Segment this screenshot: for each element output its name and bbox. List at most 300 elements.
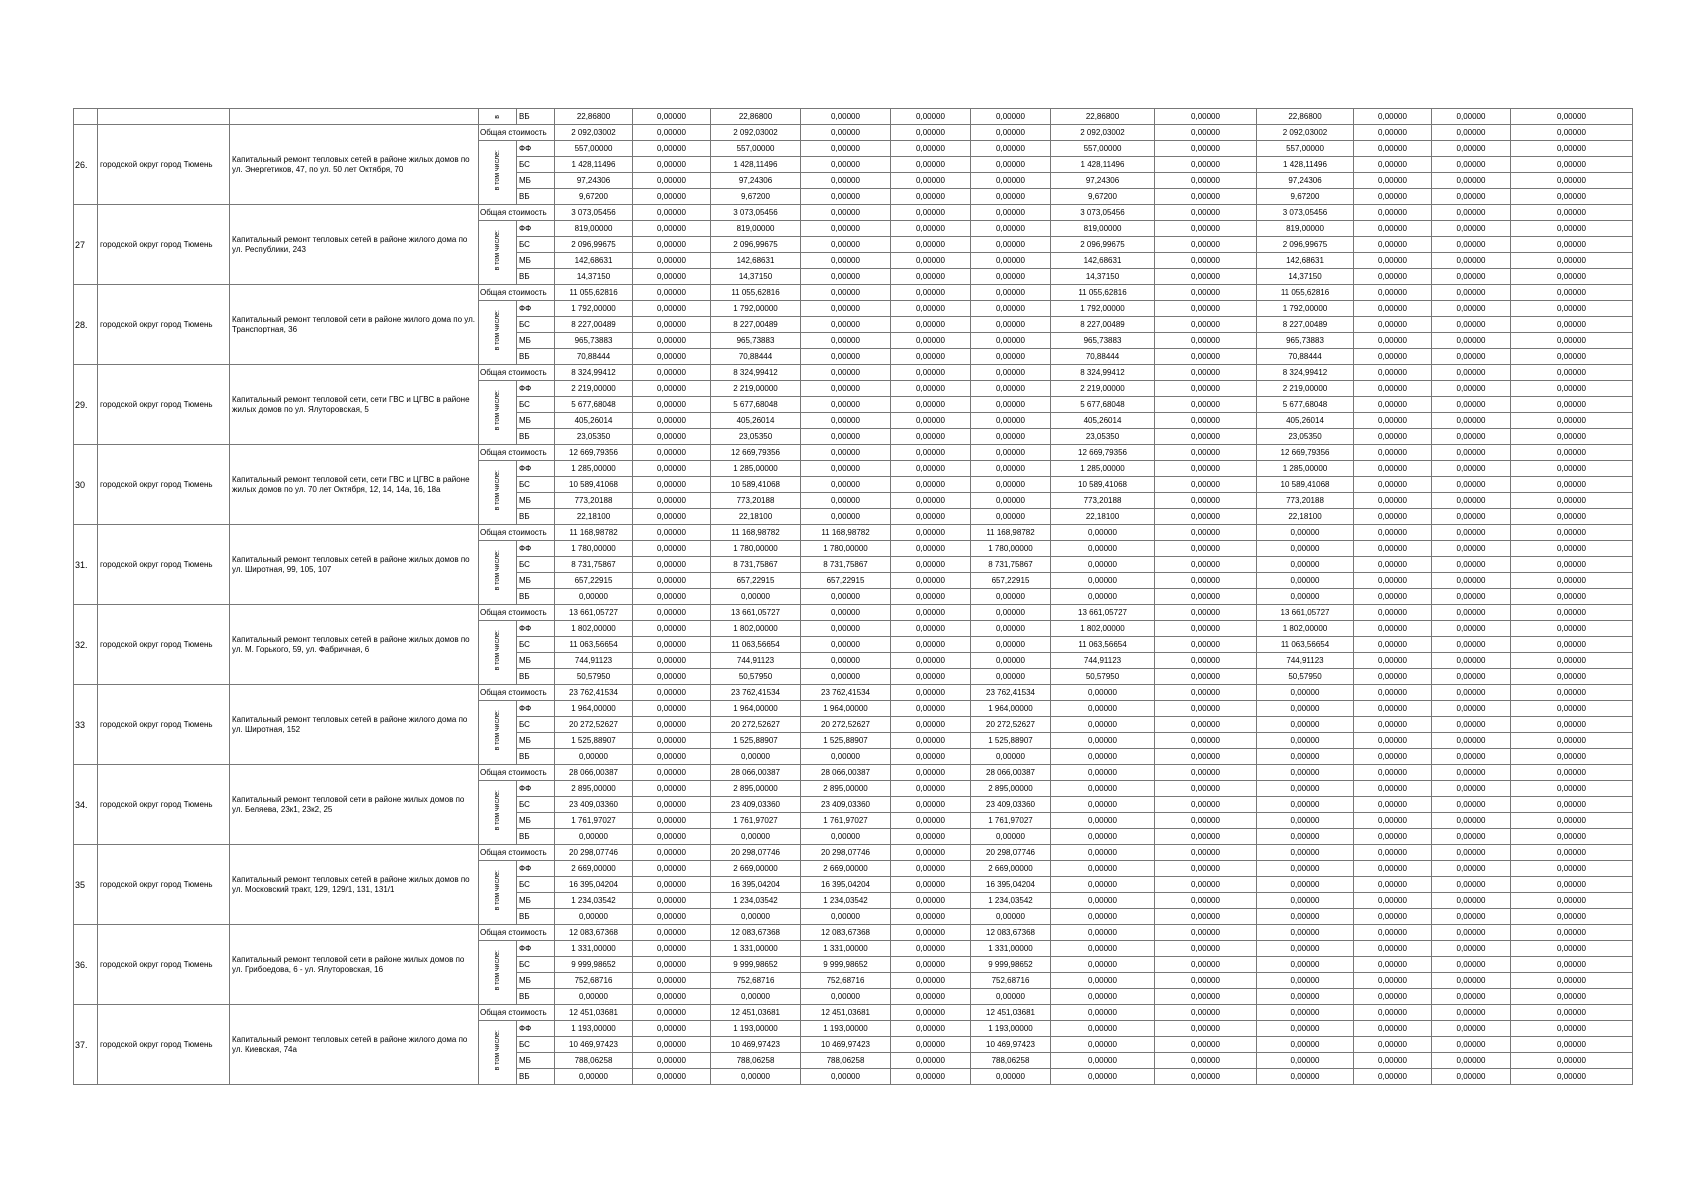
value-cell: 0,00000 bbox=[633, 189, 711, 205]
value-cell: 1 802,00000 bbox=[711, 621, 801, 637]
value-cell: 1 234,03542 bbox=[801, 893, 891, 909]
value-cell: 0,00000 bbox=[1051, 797, 1155, 813]
value-cell: 0,00000 bbox=[971, 221, 1051, 237]
value-cell: 0,00000 bbox=[1257, 589, 1354, 605]
value-cell: 405,26014 bbox=[1257, 413, 1354, 429]
table-row bbox=[74, 685, 1633, 701]
value-cell: 0,00000 bbox=[1155, 909, 1257, 925]
vertical-label-text: в том числе: bbox=[493, 709, 501, 751]
value-cell: 0,00000 bbox=[633, 925, 711, 941]
value-cell: 0,00000 bbox=[1354, 541, 1432, 557]
value-cell: 0,00000 bbox=[633, 637, 711, 653]
value-cell: 22,86800 bbox=[711, 109, 801, 125]
value-cell: 0,00000 bbox=[1432, 237, 1511, 253]
value-cell: 0,00000 bbox=[633, 973, 711, 989]
value-cell: 0,00000 bbox=[1354, 877, 1432, 893]
value-cell: 0,00000 bbox=[1432, 1037, 1511, 1053]
value-cell: 0,00000 bbox=[1354, 685, 1432, 701]
value-cell: 13 661,05727 bbox=[1051, 605, 1155, 621]
value-cell: 0,00000 bbox=[1432, 557, 1511, 573]
value-cell: 0,00000 bbox=[1432, 589, 1511, 605]
value-cell: 0,00000 bbox=[633, 221, 711, 237]
value-cell: 0,00000 bbox=[1155, 557, 1257, 573]
value-cell: 0,00000 bbox=[1051, 733, 1155, 749]
value-cell: 0,00000 bbox=[1432, 525, 1511, 541]
value-cell: 557,00000 bbox=[711, 141, 801, 157]
vertical-label-text: в том числе: bbox=[493, 789, 501, 831]
value-cell: 0,00000 bbox=[1511, 941, 1633, 957]
value-cell: 0,00000 bbox=[801, 989, 891, 1005]
fund-code: БС bbox=[517, 477, 555, 493]
value-cell: 0,00000 bbox=[1354, 109, 1432, 125]
value-cell: 2 669,00000 bbox=[555, 861, 633, 877]
value-cell: 744,91123 bbox=[1051, 653, 1155, 669]
value-cell: 2 895,00000 bbox=[971, 781, 1051, 797]
value-cell: 0,00000 bbox=[1354, 365, 1432, 381]
value-cell: 0,00000 bbox=[1257, 717, 1354, 733]
value-cell: 50,57950 bbox=[711, 669, 801, 685]
total-cost-label: Общая стоимость bbox=[479, 845, 555, 861]
value-cell: 1 193,00000 bbox=[711, 1021, 801, 1037]
value-cell: 0,00000 bbox=[633, 445, 711, 461]
fund-code: МБ bbox=[517, 653, 555, 669]
value-cell: 0,00000 bbox=[633, 1021, 711, 1037]
value-cell: 0,00000 bbox=[633, 301, 711, 317]
value-cell: 0,00000 bbox=[633, 941, 711, 957]
value-cell: 28 066,00387 bbox=[555, 765, 633, 781]
value-cell: 8 324,99412 bbox=[1051, 365, 1155, 381]
value-cell: 0,00000 bbox=[971, 429, 1051, 445]
value-cell: 12 669,79356 bbox=[555, 445, 633, 461]
value-cell: 1 285,00000 bbox=[1051, 461, 1155, 477]
value-cell: 0,00000 bbox=[1354, 1037, 1432, 1053]
value-cell: 0,00000 bbox=[971, 461, 1051, 477]
value-cell: 0,00000 bbox=[971, 125, 1051, 141]
value-cell: 12 083,67368 bbox=[711, 925, 801, 941]
value-cell: 0,00000 bbox=[891, 829, 971, 845]
value-cell: 0,00000 bbox=[1257, 861, 1354, 877]
fund-code: БС bbox=[517, 237, 555, 253]
value-cell: 0,00000 bbox=[1432, 733, 1511, 749]
value-cell: 0,00000 bbox=[1432, 941, 1511, 957]
value-cell: 0,00000 bbox=[1511, 525, 1633, 541]
value-cell: 0,00000 bbox=[1432, 221, 1511, 237]
value-cell: 0,00000 bbox=[711, 749, 801, 765]
cell bbox=[230, 109, 479, 125]
value-cell: 2 096,99675 bbox=[711, 237, 801, 253]
value-cell: 773,20188 bbox=[555, 493, 633, 509]
value-cell: 0,00000 bbox=[891, 525, 971, 541]
value-cell: 0,00000 bbox=[801, 189, 891, 205]
total-cost-label: Общая стоимость bbox=[479, 685, 555, 701]
value-cell: 97,24306 bbox=[711, 173, 801, 189]
value-cell: 0,00000 bbox=[1354, 285, 1432, 301]
in-that-vertical-label bbox=[479, 701, 517, 765]
value-cell: 0,00000 bbox=[1155, 669, 1257, 685]
value-cell: 1 234,03542 bbox=[711, 893, 801, 909]
value-cell: 0,00000 bbox=[633, 109, 711, 125]
value-cell: 0,00000 bbox=[971, 365, 1051, 381]
value-cell: 10 589,41068 bbox=[1257, 477, 1354, 493]
value-cell: 0,00000 bbox=[1354, 509, 1432, 525]
value-cell: 0,00000 bbox=[1257, 525, 1354, 541]
value-cell: 0,00000 bbox=[633, 381, 711, 397]
fund-code: ФФ bbox=[517, 301, 555, 317]
value-cell: 744,91123 bbox=[711, 653, 801, 669]
value-cell: 0,00000 bbox=[891, 701, 971, 717]
value-cell: 10 589,41068 bbox=[711, 477, 801, 493]
value-cell: 0,00000 bbox=[1511, 1069, 1633, 1085]
value-cell: 0,00000 bbox=[1354, 301, 1432, 317]
value-cell: 0,00000 bbox=[1511, 797, 1633, 813]
value-cell: 0,00000 bbox=[1155, 493, 1257, 509]
municipality: городской округ город Тюмень bbox=[98, 845, 230, 925]
fund-code: ВБ bbox=[517, 989, 555, 1005]
object-name: Капитальный ремонт тепловых сетей в районе жилых домов по ул. М. Горького, 59, ул. Фабричная, 6 bbox=[230, 605, 479, 685]
value-cell: 0,00000 bbox=[971, 141, 1051, 157]
municipality: городской округ город Тюмень bbox=[98, 445, 230, 525]
value-cell: 20 298,07746 bbox=[971, 845, 1051, 861]
value-cell: 12 669,79356 bbox=[1051, 445, 1155, 461]
value-cell: 0,00000 bbox=[1354, 989, 1432, 1005]
value-cell: 22,18100 bbox=[1051, 509, 1155, 525]
value-cell: 0,00000 bbox=[633, 557, 711, 573]
value-cell: 0,00000 bbox=[1432, 909, 1511, 925]
value-cell: 1 964,00000 bbox=[711, 701, 801, 717]
value-cell: 0,00000 bbox=[891, 1037, 971, 1053]
value-cell: 752,68716 bbox=[801, 973, 891, 989]
value-cell: 0,00000 bbox=[971, 589, 1051, 605]
value-cell: 10 589,41068 bbox=[1051, 477, 1155, 493]
value-cell: 1 285,00000 bbox=[1257, 461, 1354, 477]
value-cell: 0,00000 bbox=[891, 669, 971, 685]
vertical-label-text: в том числе: bbox=[493, 389, 501, 431]
value-cell: 0,00000 bbox=[1511, 333, 1633, 349]
value-cell: 0,00000 bbox=[1511, 141, 1633, 157]
value-cell: 0,00000 bbox=[801, 317, 891, 333]
value-cell: 0,00000 bbox=[1257, 877, 1354, 893]
value-cell: 0,00000 bbox=[1511, 397, 1633, 413]
value-cell: 8 731,75867 bbox=[711, 557, 801, 573]
value-cell: 819,00000 bbox=[555, 221, 633, 237]
value-cell: 0,00000 bbox=[1354, 1069, 1432, 1085]
value-cell: 0,00000 bbox=[801, 173, 891, 189]
value-cell: 28 066,00387 bbox=[711, 765, 801, 781]
value-cell: 0,00000 bbox=[633, 317, 711, 333]
value-cell: 0,00000 bbox=[801, 669, 891, 685]
value-cell: 0,00000 bbox=[1354, 1053, 1432, 1069]
value-cell: 0,00000 bbox=[801, 221, 891, 237]
table-row bbox=[74, 525, 1633, 541]
value-cell: 2 096,99675 bbox=[1051, 237, 1155, 253]
value-cell: 8 324,99412 bbox=[711, 365, 801, 381]
value-cell: 1 234,03542 bbox=[555, 893, 633, 909]
fund-code: МБ bbox=[517, 1053, 555, 1069]
value-cell: 1 285,00000 bbox=[711, 461, 801, 477]
total-cost-label: Общая стоимость bbox=[479, 605, 555, 621]
value-cell: 0,00000 bbox=[1051, 813, 1155, 829]
value-cell: 0,00000 bbox=[1354, 525, 1432, 541]
value-cell: 0,00000 bbox=[1511, 317, 1633, 333]
value-cell: 0,00000 bbox=[891, 813, 971, 829]
value-cell: 0,00000 bbox=[971, 669, 1051, 685]
value-cell: 0,00000 bbox=[801, 333, 891, 349]
value-cell: 11 055,62816 bbox=[711, 285, 801, 301]
financing-table bbox=[73, 108, 1633, 1085]
value-cell: 0,00000 bbox=[971, 349, 1051, 365]
value-cell: 8 324,99412 bbox=[555, 365, 633, 381]
fund-code: БС bbox=[517, 797, 555, 813]
value-cell: 9,67200 bbox=[1257, 189, 1354, 205]
value-cell: 0,00000 bbox=[1432, 685, 1511, 701]
value-cell: 0,00000 bbox=[1354, 925, 1432, 941]
value-cell: 8 227,00489 bbox=[711, 317, 801, 333]
value-cell: 0,00000 bbox=[971, 205, 1051, 221]
value-cell: 13 661,05727 bbox=[555, 605, 633, 621]
value-cell: 0,00000 bbox=[1155, 333, 1257, 349]
value-cell: 97,24306 bbox=[1051, 173, 1155, 189]
value-cell: 0,00000 bbox=[971, 301, 1051, 317]
value-cell: 0,00000 bbox=[633, 573, 711, 589]
value-cell: 0,00000 bbox=[1354, 397, 1432, 413]
value-cell: 2 092,03002 bbox=[1257, 125, 1354, 141]
fund-code: ВБ bbox=[517, 909, 555, 925]
in-that-vertical-label bbox=[479, 381, 517, 445]
value-cell: 0,00000 bbox=[891, 157, 971, 173]
municipality: городской округ город Тюмень bbox=[98, 125, 230, 205]
value-cell: 0,00000 bbox=[1155, 445, 1257, 461]
value-cell: 23 409,03360 bbox=[711, 797, 801, 813]
value-cell: 965,73883 bbox=[711, 333, 801, 349]
fund-code: МБ bbox=[517, 413, 555, 429]
value-cell: 1 331,00000 bbox=[971, 941, 1051, 957]
value-cell: 12 083,67368 bbox=[555, 925, 633, 941]
value-cell: 12 669,79356 bbox=[711, 445, 801, 461]
value-cell: 0,00000 bbox=[1155, 989, 1257, 1005]
value-cell: 23,05350 bbox=[711, 429, 801, 445]
value-cell: 0,00000 bbox=[1155, 685, 1257, 701]
value-cell: 0,00000 bbox=[1511, 301, 1633, 317]
value-cell: 1 780,00000 bbox=[801, 541, 891, 557]
value-cell: 1 802,00000 bbox=[555, 621, 633, 637]
fund-code: ФФ bbox=[517, 461, 555, 477]
value-cell: 22,18100 bbox=[1257, 509, 1354, 525]
vertical-label-text: в том числе: bbox=[493, 149, 501, 191]
value-cell: 0,00000 bbox=[801, 589, 891, 605]
fund-code: БС bbox=[517, 957, 555, 973]
value-cell: 0,00000 bbox=[1432, 269, 1511, 285]
value-cell: 0,00000 bbox=[891, 285, 971, 301]
value-cell: 0,00000 bbox=[1511, 973, 1633, 989]
value-cell: 0,00000 bbox=[1511, 893, 1633, 909]
value-cell: 1 331,00000 bbox=[711, 941, 801, 957]
value-cell: 0,00000 bbox=[633, 733, 711, 749]
value-cell: 0,00000 bbox=[1354, 189, 1432, 205]
value-cell: 0,00000 bbox=[1432, 637, 1511, 653]
value-cell: 0,00000 bbox=[633, 621, 711, 637]
value-cell: 0,00000 bbox=[801, 125, 891, 141]
value-cell: 11 055,62816 bbox=[1051, 285, 1155, 301]
value-cell: 11 168,98782 bbox=[555, 525, 633, 541]
value-cell: 20 272,52627 bbox=[555, 717, 633, 733]
vertical-label-text: в том числе: bbox=[493, 309, 501, 351]
value-cell: 0,00000 bbox=[1354, 205, 1432, 221]
value-cell: 0,00000 bbox=[1511, 173, 1633, 189]
value-cell: 16 395,04204 bbox=[971, 877, 1051, 893]
total-cost-label: Общая стоимость bbox=[479, 285, 555, 301]
fund-code: БС bbox=[517, 877, 555, 893]
value-cell: 0,00000 bbox=[1432, 477, 1511, 493]
value-cell: 0,00000 bbox=[633, 253, 711, 269]
in-that-vertical-label bbox=[479, 781, 517, 845]
value-cell: 0,00000 bbox=[1155, 125, 1257, 141]
value-cell: 0,00000 bbox=[801, 141, 891, 157]
value-cell: 0,00000 bbox=[891, 909, 971, 925]
value-cell: 0,00000 bbox=[555, 829, 633, 845]
value-cell: 0,00000 bbox=[801, 349, 891, 365]
value-cell: 1 964,00000 bbox=[971, 701, 1051, 717]
in-that-vertical-label bbox=[479, 941, 517, 1005]
value-cell: 0,00000 bbox=[1432, 429, 1511, 445]
value-cell: 0,00000 bbox=[891, 749, 971, 765]
value-cell: 0,00000 bbox=[971, 749, 1051, 765]
value-cell: 0,00000 bbox=[891, 429, 971, 445]
value-cell: 557,00000 bbox=[1051, 141, 1155, 157]
value-cell: 1 802,00000 bbox=[1051, 621, 1155, 637]
value-cell: 1 964,00000 bbox=[801, 701, 891, 717]
fund-code: МБ bbox=[517, 253, 555, 269]
value-cell: 0,00000 bbox=[1354, 941, 1432, 957]
entry-number: 28. bbox=[74, 285, 98, 365]
object-name: Капитальный ремонт тепловых сетей в районе жилого дома по ул. Широтная, 152 bbox=[230, 685, 479, 765]
value-cell: 0,00000 bbox=[801, 461, 891, 477]
value-cell: 0,00000 bbox=[633, 589, 711, 605]
value-cell: 0,00000 bbox=[1511, 125, 1633, 141]
value-cell: 14,37150 bbox=[711, 269, 801, 285]
value-cell: 0,00000 bbox=[1432, 205, 1511, 221]
value-cell: 0,00000 bbox=[971, 909, 1051, 925]
value-cell: 0,00000 bbox=[891, 381, 971, 397]
value-cell: 50,57950 bbox=[1257, 669, 1354, 685]
value-cell: 0,00000 bbox=[1432, 317, 1511, 333]
value-cell: 0,00000 bbox=[1432, 669, 1511, 685]
value-cell: 0,00000 bbox=[1511, 557, 1633, 573]
total-cost-label: Общая стоимость bbox=[479, 1005, 555, 1021]
fund-code: ВБ bbox=[517, 509, 555, 525]
value-cell: 405,26014 bbox=[711, 413, 801, 429]
value-cell: 0,00000 bbox=[1432, 781, 1511, 797]
vertical-label-text: в bbox=[493, 114, 501, 119]
value-cell: 0,00000 bbox=[801, 397, 891, 413]
value-cell: 0,00000 bbox=[1511, 957, 1633, 973]
value-cell: 0,00000 bbox=[1155, 1005, 1257, 1021]
value-cell: 0,00000 bbox=[1155, 285, 1257, 301]
value-cell: 2 092,03002 bbox=[555, 125, 633, 141]
value-cell: 0,00000 bbox=[891, 957, 971, 973]
value-cell: 0,00000 bbox=[1354, 173, 1432, 189]
value-cell: 1 285,00000 bbox=[555, 461, 633, 477]
value-cell: 11 168,98782 bbox=[801, 525, 891, 541]
value-cell: 0,00000 bbox=[891, 493, 971, 509]
value-cell: 0,00000 bbox=[891, 637, 971, 653]
object-name: Капитальный ремонт тепловых сетей в районе жилого дома по ул. Республики, 243 bbox=[230, 205, 479, 285]
value-cell: 0,00000 bbox=[1432, 765, 1511, 781]
municipality: городской округ город Тюмень bbox=[98, 685, 230, 765]
value-cell: 0,00000 bbox=[1511, 845, 1633, 861]
value-cell: 20 298,07746 bbox=[711, 845, 801, 861]
value-cell: 0,00000 bbox=[1155, 957, 1257, 973]
value-cell: 788,06258 bbox=[555, 1053, 633, 1069]
table-row bbox=[74, 125, 1633, 141]
value-cell: 0,00000 bbox=[1511, 109, 1633, 125]
value-cell: 0,00000 bbox=[1155, 605, 1257, 621]
value-cell: 10 469,97423 bbox=[555, 1037, 633, 1053]
value-cell: 13 661,05727 bbox=[711, 605, 801, 621]
value-cell: 0,00000 bbox=[1354, 813, 1432, 829]
value-cell: 5 677,68048 bbox=[711, 397, 801, 413]
value-cell: 11 063,56654 bbox=[711, 637, 801, 653]
value-cell: 0,00000 bbox=[1511, 1021, 1633, 1037]
value-cell: 20 272,52627 bbox=[711, 717, 801, 733]
value-cell: 0,00000 bbox=[891, 333, 971, 349]
value-cell: 3 073,05456 bbox=[1257, 205, 1354, 221]
in-that-vertical-label bbox=[479, 109, 517, 125]
value-cell: 0,00000 bbox=[1511, 205, 1633, 221]
value-cell: 2 219,00000 bbox=[711, 381, 801, 397]
value-cell: 0,00000 bbox=[633, 141, 711, 157]
value-cell: 20 298,07746 bbox=[555, 845, 633, 861]
value-cell: 557,00000 bbox=[1257, 141, 1354, 157]
value-cell: 0,00000 bbox=[1051, 861, 1155, 877]
value-cell: 0,00000 bbox=[1155, 317, 1257, 333]
fund-code: БС bbox=[517, 637, 555, 653]
value-cell: 0,00000 bbox=[1155, 109, 1257, 125]
value-cell: 0,00000 bbox=[1354, 237, 1432, 253]
vertical-label-text: в том числе: bbox=[493, 1029, 501, 1071]
value-cell: 0,00000 bbox=[801, 413, 891, 429]
value-cell: 0,00000 bbox=[1257, 989, 1354, 1005]
fund-code: ФФ bbox=[517, 621, 555, 637]
value-cell: 0,00000 bbox=[1354, 493, 1432, 509]
value-cell: 0,00000 bbox=[1257, 909, 1354, 925]
total-cost-label: Общая стоимость bbox=[479, 125, 555, 141]
value-cell: 0,00000 bbox=[1155, 365, 1257, 381]
value-cell: 0,00000 bbox=[1432, 189, 1511, 205]
value-cell: 0,00000 bbox=[1257, 685, 1354, 701]
value-cell: 3 073,05456 bbox=[711, 205, 801, 221]
value-cell: 0,00000 bbox=[1354, 317, 1432, 333]
fund-code: ВБ bbox=[517, 589, 555, 605]
value-cell: 0,00000 bbox=[633, 365, 711, 381]
value-cell: 0,00000 bbox=[971, 285, 1051, 301]
value-cell: 0,00000 bbox=[1257, 813, 1354, 829]
value-cell: 70,88444 bbox=[1257, 349, 1354, 365]
value-cell: 0,00000 bbox=[1155, 1053, 1257, 1069]
value-cell: 0,00000 bbox=[891, 989, 971, 1005]
fund-code: ВБ bbox=[517, 669, 555, 685]
value-cell: 8 731,75867 bbox=[801, 557, 891, 573]
value-cell: 9,67200 bbox=[711, 189, 801, 205]
fund-code: МБ bbox=[517, 813, 555, 829]
value-cell: 0,00000 bbox=[1511, 765, 1633, 781]
value-cell: 0,00000 bbox=[1257, 925, 1354, 941]
value-cell: 20 272,52627 bbox=[971, 717, 1051, 733]
value-cell: 0,00000 bbox=[1257, 765, 1354, 781]
value-cell: 0,00000 bbox=[801, 205, 891, 221]
cell bbox=[74, 109, 98, 125]
value-cell: 0,00000 bbox=[971, 381, 1051, 397]
value-cell: 0,00000 bbox=[1354, 701, 1432, 717]
